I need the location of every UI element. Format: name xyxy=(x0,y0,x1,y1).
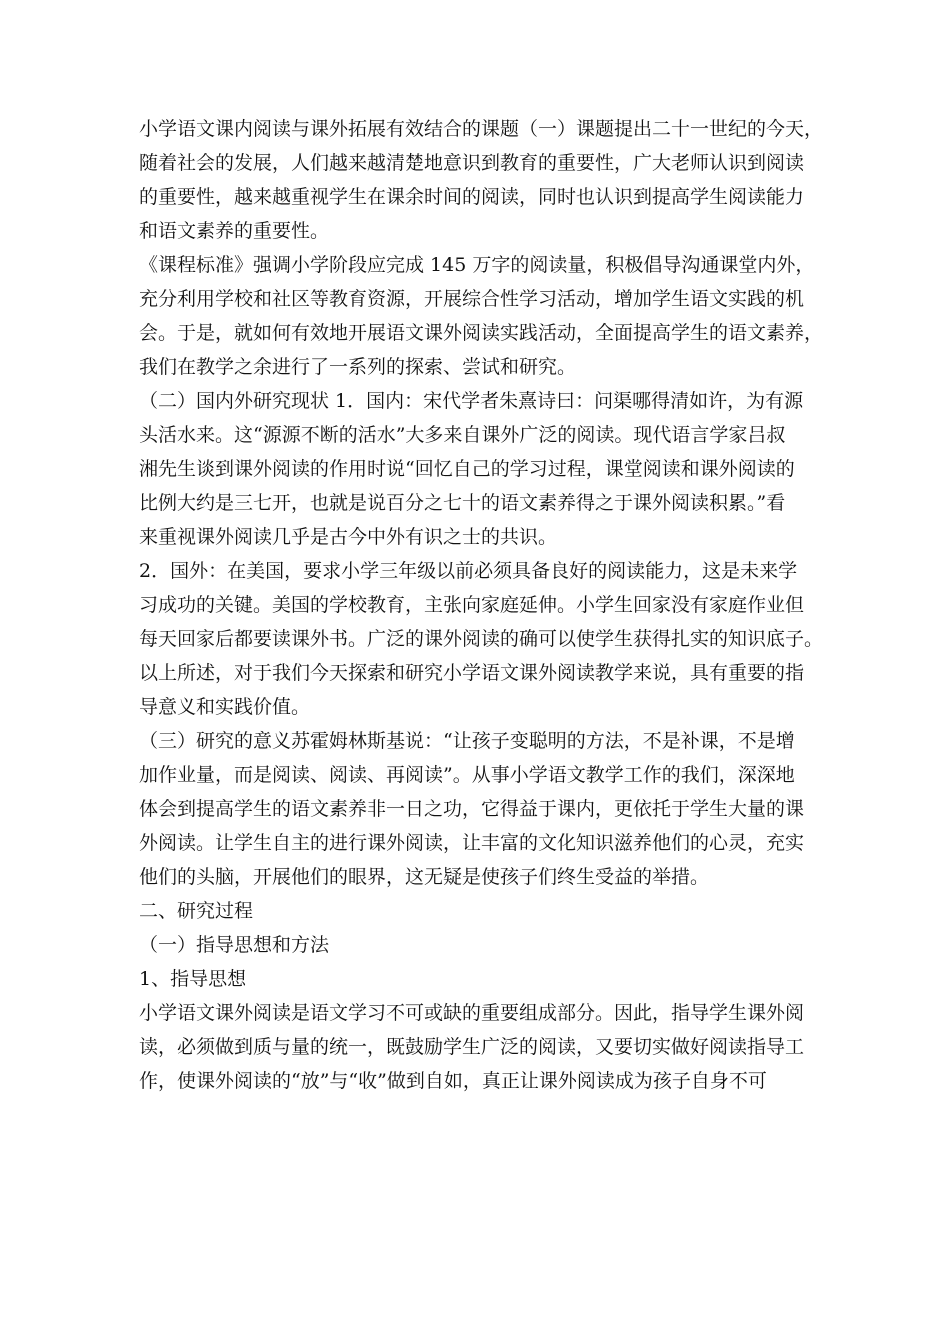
text-line: 《课程标准》强调小学阶段应完成 145 万字的阅读量，积极倡导沟通课堂内外， xyxy=(139,254,815,276)
text-line: 我们在教学之余进行了一系列的探索、尝试和研究。 xyxy=(139,356,577,378)
text-line: 加作业量，而是阅读、阅读、再阅读”。从事小学语文教学工作的我们，深深地 xyxy=(139,764,795,786)
text-line: 2．国外：在美国，要求小学三年级以前必须具备良好的阅读能力，这是未来学 xyxy=(139,560,798,582)
text-line: 他们的头脑，开展他们的眼界，这无疑是使孩子们终生受益的举措。 xyxy=(139,866,710,888)
text-line: 小学语文课内阅读与课外拓展有效结合的课题（一）课题提出二十一世纪的今天， xyxy=(139,118,824,140)
text-line: 头活水来。这“源源不断的活水”大多来自课外广泛的阅读。现代语言学家吕叔 xyxy=(139,424,786,446)
text-line: 以上所述，对于我们今天探索和研究小学语文课外阅读教学来说，具有重要的指 xyxy=(139,662,805,684)
text-line: 作，使课外阅读的“放”与“收”做到自如，真正让课外阅读成为孩子自身不可 xyxy=(139,1070,767,1092)
text-line: 小学语文课外阅读是语文学习不可或缺的重要组成部分。因此，指导学生课外阅 xyxy=(139,1002,805,1024)
text-line: （三）研究的意义苏霍姆林斯基说：“让孩子变聪明的方法，不是补课，不是增 xyxy=(139,730,795,752)
subsection-heading: 1、指导思想 xyxy=(139,968,247,990)
text-line: 和语文素养的重要性。 xyxy=(139,220,330,242)
text-line: 外阅读。让学生自主的进行课外阅读，让丰富的文化知识滋养他们的心灵，充实 xyxy=(139,832,805,854)
subsection-heading: （一）指导思想和方法 xyxy=(139,934,330,956)
text-line: 湘先生谈到课外阅读的作用时说“回忆自己的学习过程，课堂阅读和课外阅读的 xyxy=(139,458,795,480)
text-line: 读，必须做到质与量的统一，既鼓励学生广泛的阅读，又要切实做好阅读指导工 xyxy=(139,1036,805,1058)
document-body xyxy=(139,112,829,1098)
section-heading: 二、研究过程 xyxy=(139,900,254,922)
text-line: 充分利用学校和社区等教育资源，开展综合性学习活动，增加学生语文实践的机 xyxy=(139,288,805,310)
text-line: 体会到提高学生的语文素养非一日之功，它得益于课内，更依托于学生大量的课 xyxy=(139,798,805,820)
text-line: 比例大约是三七开，也就是说百分之七十的语文素养得之于课外阅读积累。”看 xyxy=(139,492,786,514)
text-line: 每天回家后都要读课外书。广泛的课外阅读的确可以使学生获得扎实的知识底子。 xyxy=(139,628,824,650)
text-line: （二）国内外研究现状 1．国内：宋代学者朱熹诗曰：问渠哪得清如许，为有源 xyxy=(139,390,804,412)
text-line: 导意义和实践价值。 xyxy=(139,696,311,718)
text-line: 随着社会的发展，人们越来越清楚地意识到教育的重要性，广大老师认识到阅读 xyxy=(139,152,805,174)
text-line: 习成功的关键。美国的学校教育，主张向家庭延伸。小学生回家没有家庭作业但 xyxy=(139,594,805,616)
text-line: 会。于是，就如何有效地开展语文课外阅读实践活动，全面提高学生的语文素养， xyxy=(139,322,824,344)
text-line: 来重视课外阅读几乎是古今中外有识之士的共识。 xyxy=(139,526,558,548)
text-line: 的重要性，越来越重视学生在课余时间的阅读，同时也认识到提高学生阅读能力 xyxy=(139,186,805,208)
